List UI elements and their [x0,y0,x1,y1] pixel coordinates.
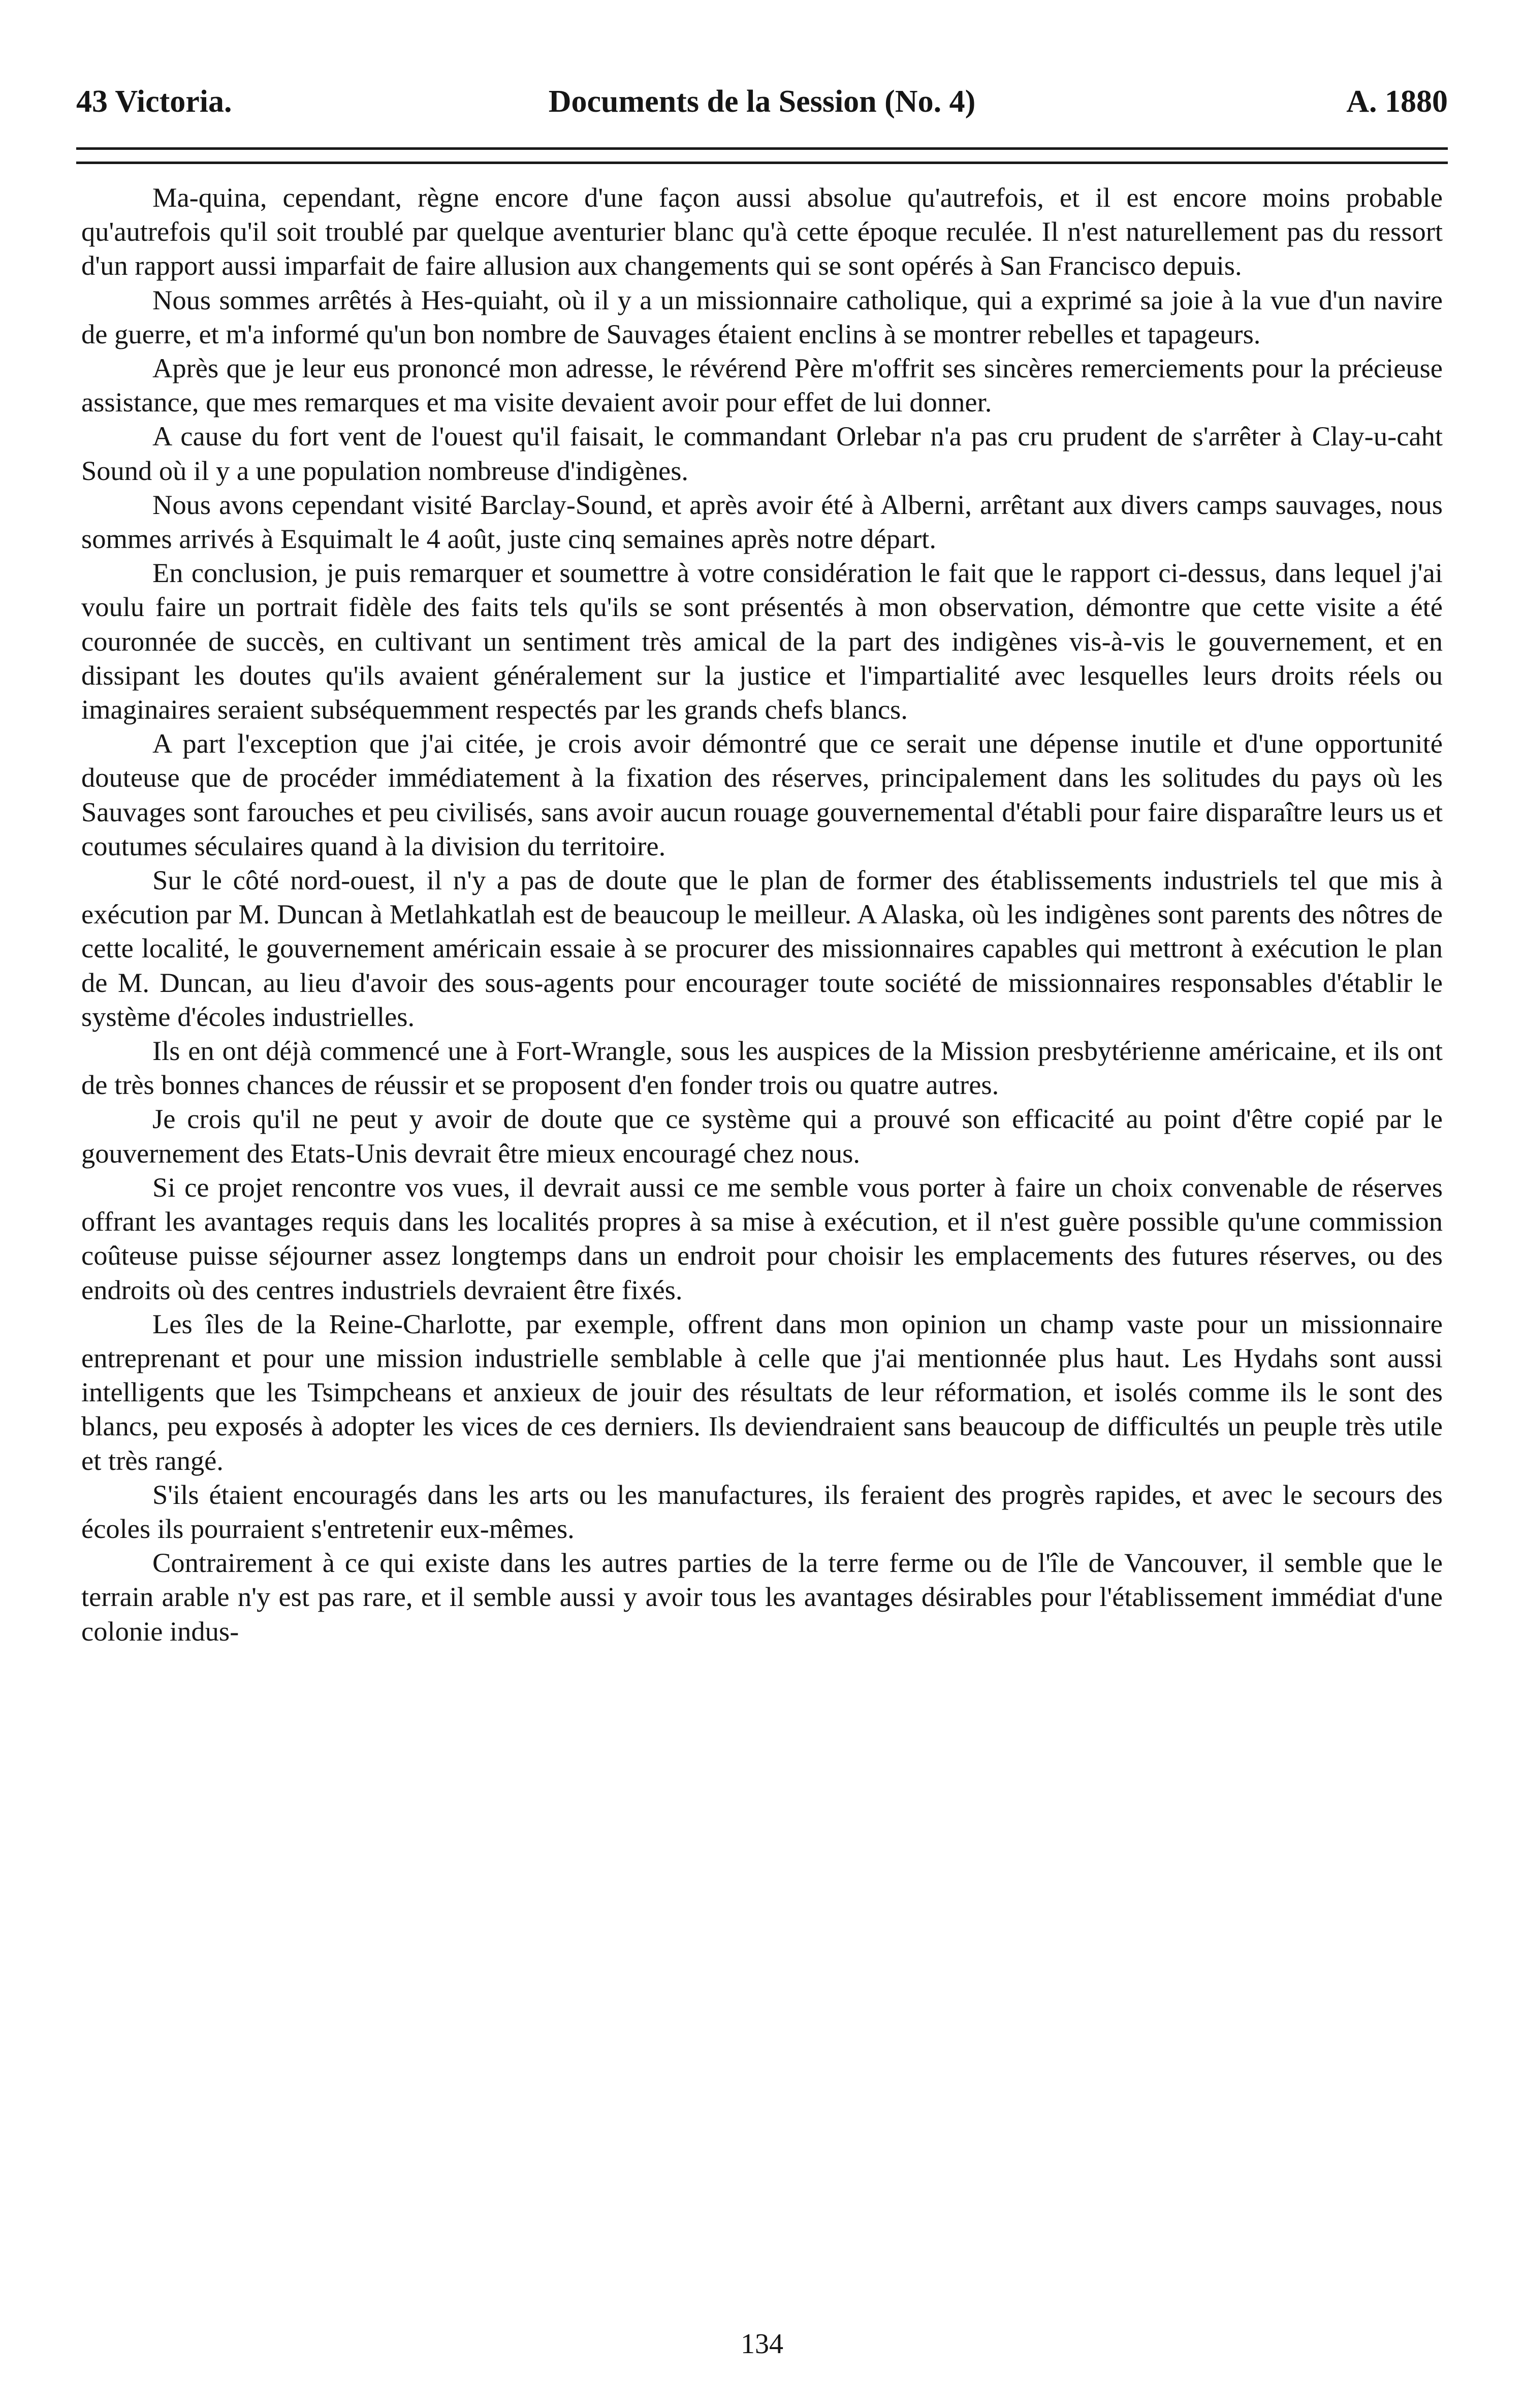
body-text [81,180,1443,1648]
paragraph: Nous sommes arrêtés à Hes-quiaht, où il y a un missionnaire catholique, qui a exprimé sa joie à la vue d'un navire de guerre, et m'a informé qu'un bon nombre de Sauvages étaient enclins à se montrer rebelles et tapageurs. [81,284,1443,349]
header-title: Documents de la Session (No. 4) [548,84,976,119]
paragraph: Ils en ont déjà commencé une à Fort-Wrangle, sous les auspices de la Mission presbytérienne américaine, et ils ont de très bonnes chances de réussir et se proposent d'en fonder trois ou quatre autres. [81,1035,1443,1101]
header-rule-bottom [76,162,1448,164]
paragraph: Les îles de la Reine-Charlotte, par exemple, offrent dans mon opinion un champ vaste pour un missionnaire entreprenant et pour une mission industrielle semblable à celle que j'ai mentionnée plus haut. Les Hydahs sont aussi intelligents que les Tsimpcheans et anxieux de jouir des résultats de leur réformation, et isolés comme ils le sont des blancs, peu exposés à adopter les vices de ces derniers. Ils deviendraient sans beaucoup de difficultés un peuple très utile et très rangé. [81,1308,1443,1476]
paragraph: Sur le côté nord-ouest, il n'y a pas de doute que le plan de former des établissements industriels tel que mis à exécution par M. Duncan à Metlahkatlah est de beaucoup le meilleur. A Alaska, où les indigènes sont parents des nôtres de cette localité, le gouvernement américain essaie à se procurer des missionnaires capables qui mettront à exécution le plan de M. Duncan, au lieu d'avoir des sous-agents pour encourager toute société de missionnaires responsables d'établir le système d'écoles industrielles. [81,864,1443,1032]
paragraph: Contrairement à ce qui existe dans les autres parties de la terre ferme ou de l'île de Vancouver, il semble que le terrain arable n'y est pas rare, et il semble aussi y avoir tous les avantages désirables pour l'établissement immédiat d'une colonie indus- [81,1547,1443,1647]
header-rule-top [76,147,1448,150]
paragraph: Ma-quina, cependant, règne encore d'une façon aussi absolue qu'autrefois, et il est encore moins probable qu'autrefois qu'il soit troublé par quelque aventurier blanc qu'à cette époque reculée. Il n'est naturellement pas du ressort d'un rapport aussi imparfait de faire allusion aux changements qui se sont opérés à San Francisco depuis. [81,182,1443,281]
paragraph: En conclusion, je puis remarquer et soumettre à votre considération le fait que le rapport ci-dessus, dans lequel j'ai voulu faire un portrait fidèle des faits tels qu'ils se sont présentés à mon observation, démontre que cette visite a été couronnée de succès, en cultivant un sentiment très amical de la part des indigènes vis-à-vis le gouvernement, et en dissipant les doutes qu'ils avaient généralement sur la justice et l'impartialité avec lesquelles leurs droits réels ou imaginaires seraient subséquemment respectés par les grands chefs blancs. [81,557,1443,725]
running-header [76,76,1448,127]
paragraph: A part l'exception que j'ai citée, je crois avoir démontré que ce serait une dépense inutile et d'une opportunité douteuse que de procéder immédiatement à la fixation des réserves, principalement dans les solitudes du pays où les Sauvages sont farouches et peu civilisés, sans avoir aucun rouage gouvernemental d'établi pour faire disparaître leurs us et coutumes séculaires quand à la division du territoire. [81,728,1443,861]
paragraph: S'ils étaient encouragés dans les arts ou les manufactures, ils feraient des progrès rapides, et avec le secours des écoles ils pourraient s'entretenir eux-mêmes. [81,1479,1443,1544]
paragraph: Nous avons cependant visité Barclay-Sound, et après avoir été à Alberni, arrêtant aux divers camps sauvages, nous sommes arrivés à Esquimalt le 4 août, juste cinq semaines après notre départ. [81,489,1443,555]
page-number: 134 [741,2328,783,2360]
paragraph: Après que je leur eus prononcé mon adresse, le révérend Père m'offrit ses sincères remerciements pour la précieuse assistance, que mes remarques et ma visite devaient avoir pour effet de lui donner. [81,352,1443,418]
paragraph: Je crois qu'il ne peut y avoir de doute que ce système qui a prouvé son efficacité au point d'être copié par le gouvernement des Etats-Unis devrait être mieux encouragé chez nous. [81,1103,1443,1169]
header-year: A. 1880 [1346,84,1448,119]
paragraph: Si ce projet rencontre vos vues, il devrait aussi ce me semble vous porter à faire un choix convenable de réserves offrant les avantages requis dans les localités propres à sa mise à exécution, et il n'est guère possible qu'une commission coûteuse puisse séjourner assez longtemps dans un endroit pour choisir les emplacements des futures réserves, ou des endroits où des centres industriels devraient être fixés. [81,1171,1443,1305]
header-session-label: 43 Victoria. [76,84,232,119]
paragraph: A cause du fort vent de l'ouest qu'il faisait, le commandant Orlebar n'a pas cru prudent de s'arrêter à Clay-u-caht Sound où il y a une population nombreuse d'indigènes. [81,421,1443,486]
